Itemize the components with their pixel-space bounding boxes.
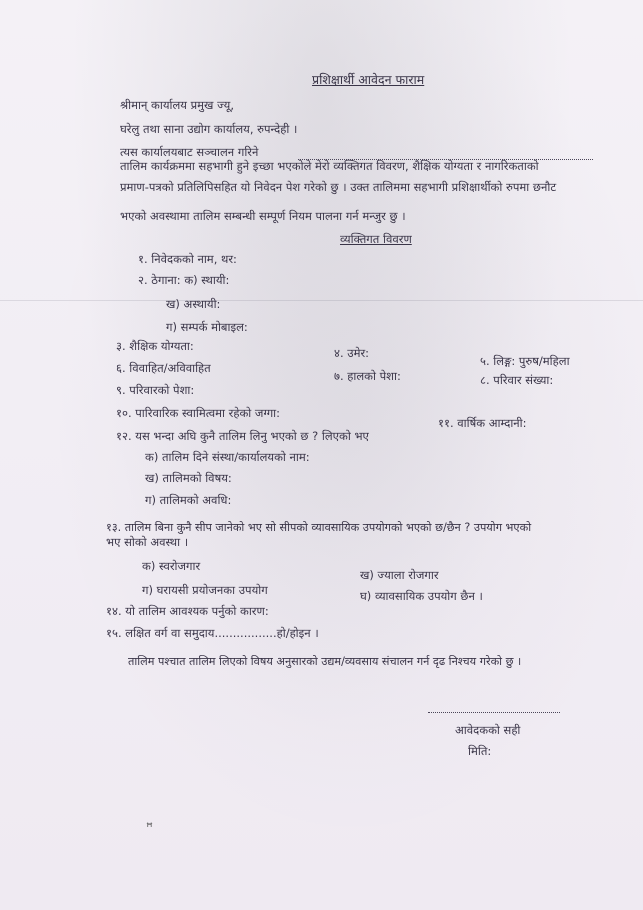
ink-mark: ꟸ (146, 820, 153, 834)
option-wage-employment: ख) ज्याला रोजगार (360, 568, 439, 582)
paper-fold-line (0, 300, 643, 301)
field-annual-income: ११. वार्षिक आम्दानी: (438, 416, 527, 430)
date-label: मिति: (468, 744, 492, 758)
field-training-reason: १४. यो तालिम आवश्यक पर्नुको कारण: (106, 604, 269, 618)
field-training-subject: ख) तालिमको विषय: (145, 471, 232, 485)
form-title: प्रशिक्षार्थी आवेदन फाराम (312, 72, 425, 87)
field-training-institute: क) तालिम दिने संस्था/कार्यालयको नाम: (145, 450, 310, 464)
field-temporary-address: ख) अस्थायी: (166, 297, 221, 311)
field-permanent-address: २. ठेगाना: क) स्थायी: (138, 273, 230, 287)
signature-line (428, 712, 560, 713)
field-target-group: १५. लक्षित वर्ग वा समुदाय.................हो/होइन । (106, 626, 319, 640)
field-current-occupation: ७. हालको पेशा: (334, 369, 401, 383)
option-no-commercial-use: घ) व्यावसायिक उपयोग छैन । (360, 589, 483, 603)
field-gender: ५. लिङ्ग: पुरुष/महिला (480, 354, 570, 368)
field-contact-mobile: ग) सम्पर्क मोबाइल: (166, 320, 248, 334)
intro-paragraph-line-1: तालिम कार्यक्रममा सहभागी हुने इच्छा भएकोले मेरो व्यक्तिगत विवरण, शैक्षिक योग्यता र नागरिकताको (120, 159, 539, 173)
intro-paragraph-line-2: प्रमाण-पत्रको प्रतिलिपिसहित यो निवेदन पेश गरेको छु । उक्त तालिममा सहभागी प्रशिक्षार्थीको रुपमा छनौट (120, 180, 557, 194)
field-family-occupation: ९. परिवारको पेशा: (116, 383, 195, 397)
option-self-employment: क) स्वरोजगार (142, 559, 201, 573)
field-education: ३. शैक्षिक योग्यता: (116, 339, 194, 353)
field-age: ४. उमेर: (334, 346, 370, 360)
intro-paragraph-line-3: भएको अवस्थामा तालिम सम्बन्धी सम्पूर्ण नियम पालना गर्न मन्जुर छु । (120, 209, 406, 223)
field-previous-training: १२. यस भन्दा अघि कुनै तालिम लिनु भएको छ ? लिएको भए (116, 429, 369, 443)
field-applicant-name: १. निवेदकको नाम, थर: (138, 252, 237, 266)
field-training-duration: ग) तालिमको अवधि: (145, 493, 232, 507)
field-family-size: ८. परिवार संख्या: (480, 373, 554, 387)
declaration-text: तालिम पश्चात तालिम लिएको विषय अनुसारको उद्यम/व्यवसाय संचालन गर्न दृढ निश्चय गरेको छु । (128, 655, 522, 668)
section-heading: व्यक्तिगत विवरण (340, 232, 412, 246)
addressee-line-2: घरेलु तथा साना उद्योग कार्यालय, रुपन्देही । (120, 122, 298, 136)
field-family-land: १०. पारिवारिक स्वामित्वमा रहेको जग्गा: (116, 406, 281, 420)
field-skill-use-question-cont: भए सोको अवस्था । (106, 535, 189, 549)
option-household-use: ग) घरायसी प्रयोजनका उपयोग (142, 583, 268, 597)
addressee-line-1: श्रीमान् कार्यालय प्रमुख ज्यू, (120, 98, 234, 112)
field-marital-status: ६. विवाहित/अविवाहित (116, 361, 211, 375)
addressee-line-3: त्यस कार्यालयबाट सञ्चालन गरिने (120, 145, 259, 159)
field-skill-use-question: १३. तालिम बिना कुनै सीप जानेको भए सो सीपको व्यावसायिक उपयोगको भएको छ/छैन ? उपयोग भएको (106, 521, 532, 534)
signature-label: आवेदकको सही (455, 723, 521, 737)
